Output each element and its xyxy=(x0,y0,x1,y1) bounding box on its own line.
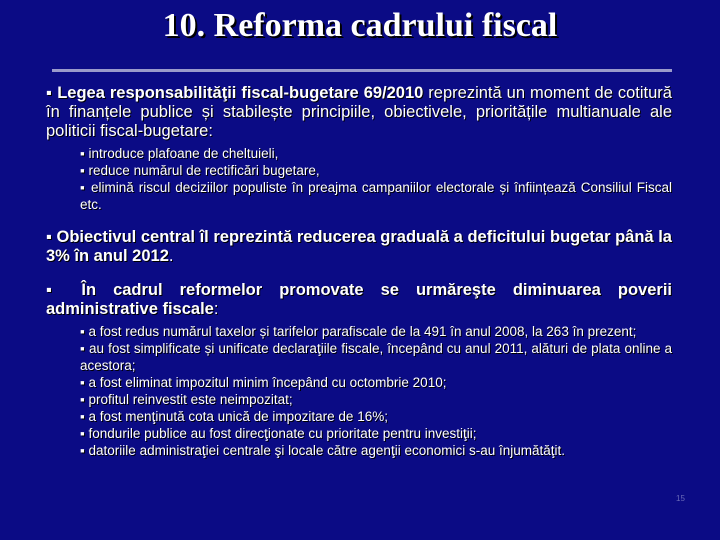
bullet-bold-text: În cadrul reformelor promovate se urmăreşte diminuarea poverii administrative fiscale xyxy=(46,281,672,318)
sub-bullet: ▪ introduce plafoane de cheltuieli, xyxy=(80,146,279,161)
bullet-bold-text: Obiectivul central îl reprezintă reducerea graduală a deficitului bugetar până la 3% în anul 2012 xyxy=(46,228,672,265)
sub-bullet: ▪ elimină riscul deciziilor populiste în preajma campaniilor electorale și înființează Consiliul Fiscal etc. xyxy=(80,180,672,212)
sub-bullet: ▪ profitul reinvestit este neimpozitat; xyxy=(80,392,293,407)
bullet-law xyxy=(46,84,672,141)
bullet-marker: ▪ xyxy=(46,281,65,299)
bullet-text: . xyxy=(168,247,174,265)
bullet-objective xyxy=(46,228,672,266)
slide-body xyxy=(46,84,672,459)
sub-bullet: ▪ a fost redus numărul taxelor și tarifelor parafiscale de la 491 în anul 2008, la 263 în prezent; xyxy=(80,324,637,339)
page-number: 15 xyxy=(676,494,685,503)
sub-bullet: ▪ datoriile administraţiei centrale şi locale către agenţii economici s-au înjumătăţit. xyxy=(80,443,566,458)
slide-title: 10. Reforma cadrului fiscal xyxy=(162,7,558,44)
bullet-bold-text: Legea responsabilităţii fiscal-bugetare 69/2010 xyxy=(57,84,424,102)
bullet-marker: ▪ xyxy=(46,228,52,246)
sub-bullet: ▪ a fost menţinută cota unică de impozitare de 16%; xyxy=(80,409,388,424)
bullet-text: : xyxy=(213,300,219,318)
bullet-marker: ▪ xyxy=(46,84,53,102)
bullet-text: reprezintă un moment de cotitură în finanțele publice și stabilește principiile, obiectivele, prioritățile multianuale ale politicii fiscal-bugetare: xyxy=(46,84,672,140)
sub-bullet: ▪ a fost eliminat impozitul minim începând cu octombrie 2010; xyxy=(80,375,447,390)
bullet-reforms xyxy=(46,281,672,319)
sub-bullet: ▪ reduce numărul de rectificări bugetare, xyxy=(80,163,320,178)
sub-bullet: ▪ fondurile publice au fost direcţionate cu prioritate pentru investiţii; xyxy=(80,426,477,441)
sub-bullet: ▪ au fost simplificate și unificate declaraţiile fiscale, începând cu anul 2011, alături de plata online a acestora; xyxy=(80,341,672,373)
title-divider xyxy=(52,69,672,72)
